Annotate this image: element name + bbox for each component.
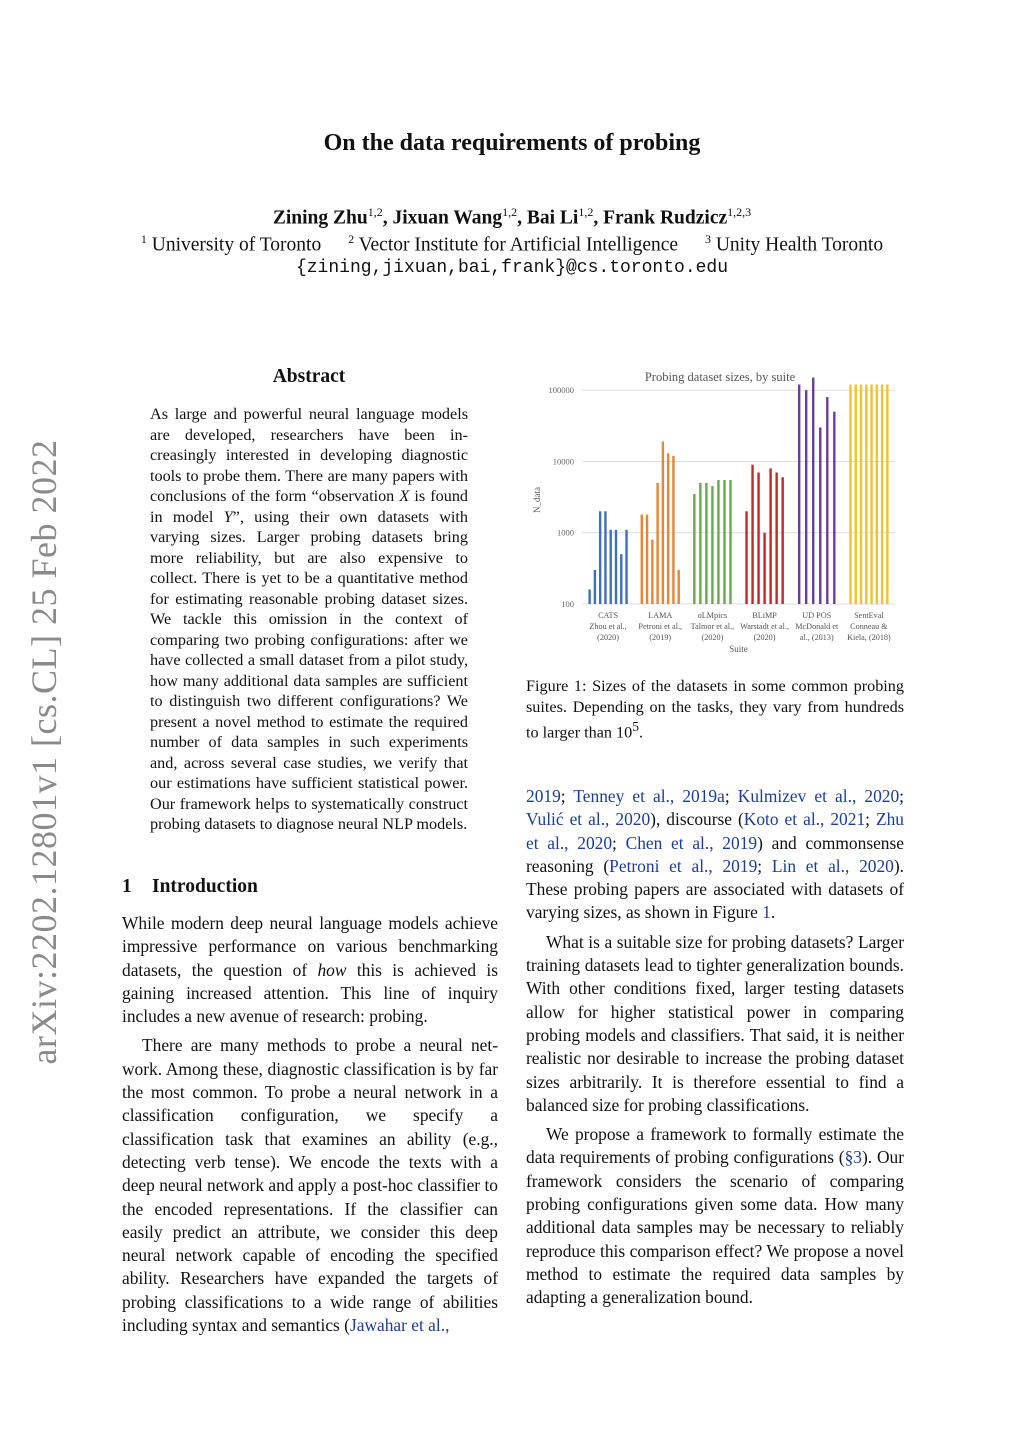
- abstract-text-part: As large and powerful neural language models are developed, researchers have been increasingly interested in developing diagnostic tools to probe them. There are many papers with conclusions of the form “observation: [150, 405, 468, 505]
- bar: [881, 385, 883, 604]
- paragraph-text: We propose a framework to formally estimate the data requirements of probing configurations (: [526, 1124, 904, 1168]
- paragraph-text: ;: [865, 809, 876, 830]
- x-tick-label: Warstadt et al.,: [740, 622, 790, 631]
- paper-title: On the data requirements of probing: [323, 130, 701, 156]
- y-axis-label: N_data: [532, 487, 542, 513]
- affil-marker: 2: [348, 232, 355, 246]
- bar: [662, 442, 664, 604]
- x-tick-label: Petroni et al.,: [638, 622, 683, 631]
- figure-1: [520, 362, 910, 662]
- bar: [819, 427, 821, 604]
- bar: [610, 530, 612, 604]
- y-tick-label: 100: [561, 599, 574, 609]
- affiliations: [0, 232, 1024, 257]
- x-axis-label: Suite: [729, 644, 748, 654]
- bar: [677, 570, 679, 604]
- author-name: Zining Zhu: [272, 207, 368, 229]
- citation-link[interactable]: Petroni et al., 2019: [609, 855, 758, 876]
- bar: [769, 468, 771, 604]
- bar: [604, 511, 606, 604]
- x-tick-label: SentEval: [854, 611, 884, 620]
- affiliation: Unity Health Toronto: [715, 234, 884, 256]
- x-tick-label: (2020): [597, 633, 619, 642]
- bar: [745, 511, 747, 604]
- x-tick-label: al., (2013): [799, 633, 834, 642]
- bar: [594, 570, 596, 604]
- bar: [705, 483, 707, 604]
- bar: [625, 530, 627, 604]
- bar: [849, 385, 851, 604]
- figure-ref-link[interactable]: 1: [762, 902, 771, 923]
- bar: [833, 412, 835, 604]
- x-tick-label: (2019): [649, 633, 672, 642]
- bar: [656, 483, 658, 604]
- math-var-y: Y: [223, 507, 233, 526]
- bar: [699, 483, 701, 604]
- x-tick-label: Kiela, (2018): [847, 633, 891, 642]
- paragraph-text: ;: [612, 832, 626, 853]
- bar: [667, 453, 669, 604]
- paragraph-text: ) and commonsense reasoning (: [526, 832, 904, 876]
- paragraph-text: ;: [560, 786, 574, 806]
- bar: [615, 530, 617, 604]
- x-tick-label: (2020): [701, 633, 724, 642]
- paragraph-text: this is achieved is gaining increased attention. This line of inquiry includes a new avenue of research: probing.: [122, 959, 498, 1027]
- caption-text: Figure 1: Sizes of the datasets in some common probing suites. Depending on the tasks, they vary from hundreds to larger than 10: [526, 677, 904, 742]
- bar-chart: [520, 362, 910, 662]
- x-tick-label: Talmor et al.,: [690, 622, 735, 631]
- bar: [812, 378, 814, 604]
- caption-exponent: 5: [632, 719, 639, 734]
- y-tick-label: 1000: [557, 527, 574, 538]
- bar: [855, 385, 857, 604]
- paragraph-text: .: [770, 902, 776, 923]
- abstract-text-part: ”, using their own datasets with varying sizes. Larger probing datasets bring more reliability, but are also expensive to collect. There is yet to be a quantitative method for estimating reasonable probing dataset sizes. We tackle this omission in the context of comparing two probing configurations: after we have collected a small dataset from a pilot study, how many additional data samples are sufficient to distinguish two different configurations? We present a novel method to estimate the required number of data samples in such experiments and, across several case studies, we verify that our estimations have sufficient statistical power. Our framework helps to systematically construct probing datasets to diagnose neural NLP models.: [150, 507, 468, 833]
- chart-title: Probing dataset sizes, by suite: [644, 370, 796, 384]
- bar: [646, 515, 648, 604]
- left-column-body: [122, 912, 498, 1343]
- x-tick-label: CATS: [598, 611, 619, 620]
- bar: [641, 515, 643, 604]
- caption-text: .: [639, 723, 644, 742]
- citation-link[interactable]: Tenney et al., 2019a: [573, 786, 725, 806]
- paragraph-text: ;: [724, 786, 738, 806]
- abstract-text-part: is found in model: [150, 487, 469, 526]
- paragraph-text: ), discourse (: [650, 809, 744, 830]
- bar: [693, 494, 695, 604]
- paragraph: [122, 912, 498, 1028]
- author-list: Zining Zhu$^{1,2}$, Jixuan Wang$^{1,2}$, Bai Li$^{1,2}$, Frank Rudzicz$^{1,2,3}$: [272, 205, 752, 229]
- bar: [620, 554, 622, 604]
- math-var-x: X: [399, 487, 410, 505]
- author-affil-marker: 1,2,3: [727, 205, 752, 219]
- affiliation: Vector Institute for Artificial Intelligence: [358, 234, 679, 256]
- paragraph: [526, 785, 904, 925]
- affil-marker: 1: [140, 232, 147, 246]
- paragraph: What is a suitable size for probing datasets? Larger training datasets lead to tighter generalization bounds. With other conditions fixed, larger testing datasets allow for higher statistical power in comparing probing models and classifiers. That said, it is neither realistic nor desirable to increase the probing dataset sizes arbitrarily. It is therefore essential to find a balanced size for probing classifications.: [526, 931, 904, 1115]
- author-name: Frank Rudzicz: [603, 207, 728, 229]
- right-column-body: [526, 785, 904, 1316]
- bar: [860, 385, 862, 604]
- bar: [865, 385, 867, 604]
- bar: [757, 473, 759, 604]
- paragraph-text: ;: [757, 855, 772, 876]
- bar: [717, 480, 719, 604]
- bar: [763, 533, 765, 604]
- x-tick-label: oLMpics: [697, 611, 728, 620]
- bar: [798, 385, 800, 604]
- section-title: Introduction: [152, 876, 258, 897]
- author-affil-marker: 1,2: [578, 205, 594, 219]
- x-tick-label: UD POS: [802, 611, 832, 620]
- author-affil-marker: 1,2: [367, 205, 383, 219]
- citation-link[interactable]: Vulić et al., 2020: [526, 809, 651, 830]
- bar: [723, 480, 725, 604]
- paragraph-text: There are many methods to probe a neural network. Among these, diagnostic classification is by far the most common. To probe a neural network in a classification configuration, we specify a classification task that examines an ability (e.g., detecting verb tense). We encode the texts with a deep neural network and apply a post-hoc classifier to the encoded representations. If the classifier can easily predict an attribute, we consider this deep neural network capable of encoding the specified ability. Researchers have expanded the targets of probing classifications to a wide range of abilities including syntax and semantics (: [122, 1035, 498, 1336]
- section-heading: [122, 876, 258, 898]
- paragraph: [526, 1123, 904, 1309]
- figure-caption: [526, 676, 904, 743]
- bar: [729, 480, 731, 604]
- affiliation: University of Toronto: [151, 234, 322, 256]
- affil-marker: 3: [704, 232, 711, 246]
- author-affil-marker: 1,2: [502, 205, 518, 219]
- bar: [826, 397, 828, 604]
- citation-link[interactable]: Kulmizev et al., 2020: [737, 786, 900, 806]
- emphasis: how: [317, 959, 347, 980]
- citation-link[interactable]: Chen et al., 2019: [625, 832, 758, 853]
- x-tick-label: Conneau &: [850, 622, 888, 631]
- y-tick-label: 100000: [548, 385, 574, 396]
- abstract-heading: Abstract: [272, 366, 346, 387]
- x-tick-label: McDonald et: [795, 622, 839, 631]
- bar: [651, 540, 653, 604]
- paragraph-text: ). These probing papers are associated with datasets of varying sizes, as shown in Figure: [526, 855, 905, 923]
- bar: [751, 465, 753, 604]
- bar: [886, 385, 888, 604]
- bar: [805, 390, 807, 604]
- paragraph: [122, 1034, 498, 1337]
- abstract-text: [150, 404, 468, 835]
- citation-link[interactable]: Zhu et al., 2020: [526, 809, 904, 853]
- paragraph-text: ). Our framework considers the scenario of comparing probing configurations given some data. How many additional data samples may be necessary to reliably reproduce this comparison effect? We propose a novel method to estimate the required data samples by adapting a generalization bound.: [526, 1147, 904, 1308]
- section-number: 1: [122, 876, 132, 897]
- citation-link[interactable]: Lin et al., 2020: [771, 855, 894, 876]
- bar: [711, 486, 713, 604]
- bar: [599, 511, 601, 604]
- bar: [672, 456, 674, 604]
- bar: [588, 589, 590, 604]
- x-tick-label: BLiMP: [752, 611, 777, 620]
- y-tick-label: 10000: [552, 456, 574, 467]
- paragraph-text: While modern deep neural language models achieve impressive performance on various benchmarking datasets, the question of: [122, 913, 498, 980]
- bar: [870, 385, 872, 604]
- citation-link[interactable]: 2019: [526, 786, 561, 806]
- x-tick-label: Zhou et al.,: [589, 622, 627, 631]
- paragraph-text: ;: [899, 786, 904, 806]
- x-tick-label: LAMA: [648, 611, 673, 620]
- bar: [781, 477, 783, 604]
- citation-link[interactable]: Koto et al., 2021: [743, 809, 866, 830]
- arxiv-identifier: arXiv:2202.12801v1 [cs.CL] 25 Feb 2022: [24, 439, 64, 1065]
- author-name: Bai Li: [526, 207, 579, 229]
- citation-link[interactable]: Jawahar et al.,: [349, 1315, 450, 1336]
- bar: [775, 473, 777, 604]
- author-emails: {zining,jixuan,bai,frank}@cs.toronto.edu: [295, 258, 729, 278]
- section-ref-link[interactable]: §3: [844, 1147, 862, 1168]
- x-tick-label: (2020): [753, 633, 776, 642]
- author-name: Jixuan Wang: [392, 207, 503, 229]
- bar: [876, 385, 878, 604]
